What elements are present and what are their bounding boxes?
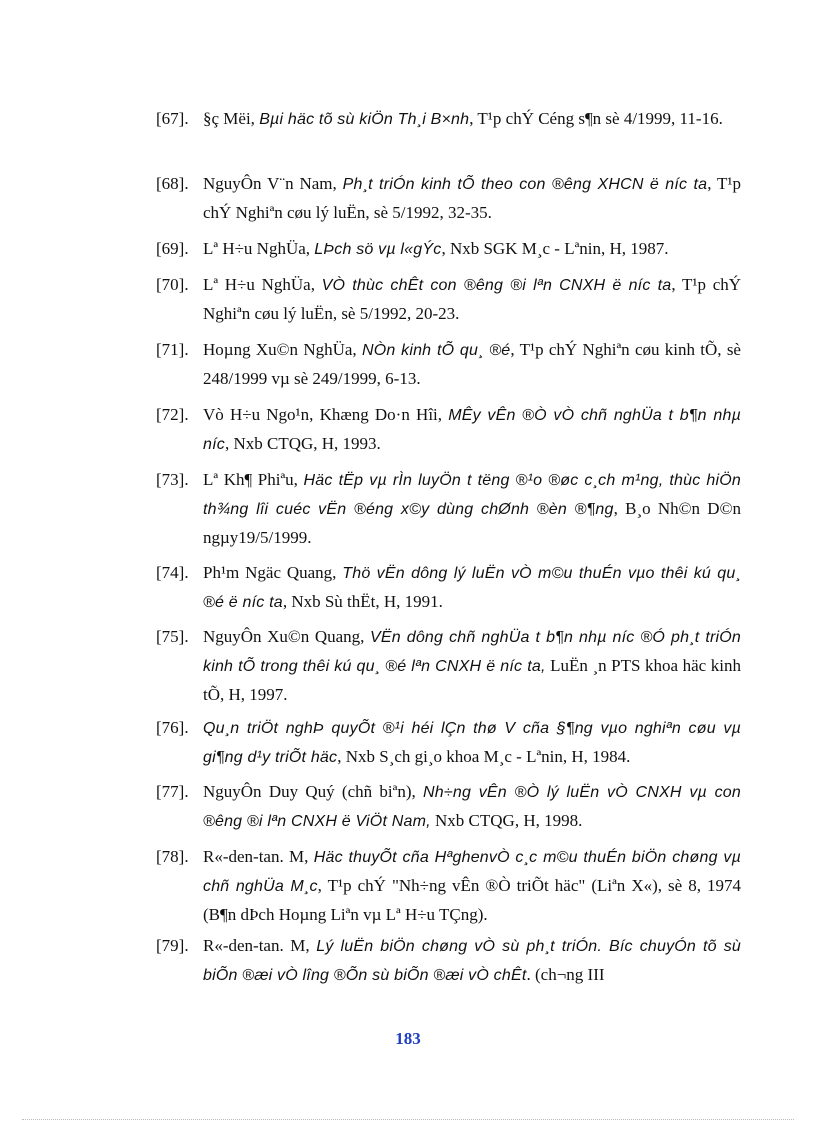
reference-number: [74]. bbox=[156, 563, 189, 582]
reference-text bbox=[203, 843, 741, 929]
reference-text bbox=[203, 401, 741, 459]
reference-title: Lý luËn biÖn chøng vÒ sù ph¸t triÓn. Bíc chuyÓn tõ sù biÕn ®æi vÒ lîng ®Õn sù biÕn ®æi vÒ chÊt bbox=[203, 938, 742, 984]
reference-details: , B¸o Nh©n D©n ngµy19/5/1999. bbox=[203, 499, 741, 547]
reference-details: , Nxb SGK M¸c - Lªnin, H, 1987. bbox=[441, 239, 669, 258]
page-bottom-divider bbox=[22, 1119, 794, 1120]
reference-number: [68]. bbox=[156, 174, 189, 193]
reference-author: Ph¹m Ngäc Quang, bbox=[203, 563, 337, 582]
reference-author: Hoµng Xu©n NghÜa, bbox=[203, 340, 357, 359]
reference-details: , Nxb Sù thËt, H, 1991. bbox=[282, 592, 443, 611]
reference-author: Vò H÷u Ngo¹n, Khæng Do·n Hîi, bbox=[203, 405, 443, 424]
reference-details: , T¹p chÝ Céng s¶n sè 4/1999, 11-16. bbox=[469, 109, 723, 128]
reference-details: , T¹p chÝ Nghiªn cøu kinh tÕ, sè 248/1999 vµ sè 249/1999, 6-13. bbox=[203, 340, 741, 388]
reference-title: Nh÷ng vÊn ®Ò lý luËn vÒ CNXH vµ con ®êng ®i lªn CNXH ë ViÖt Nam, bbox=[203, 784, 742, 830]
reference-title: VËn dông chñ nghÜa t b¶n nhµ níc ®Ó ph¸t triÓn kinh tÕ trong thêi kú qu¸ ®é lªn CNXH ë níc ta, bbox=[203, 629, 741, 675]
reference-title: Bµi häc tõ sù kiÖn Th¸i B×nh bbox=[259, 111, 470, 128]
reference-title: NÒn kinh tÕ qu¸ ®é bbox=[361, 342, 511, 359]
reference-author: Lª H÷u NghÜa, bbox=[203, 239, 311, 258]
reference-number: [79]. bbox=[156, 936, 189, 955]
reference-text bbox=[203, 778, 741, 836]
reference-author: R«-den-tan. M, bbox=[203, 936, 310, 955]
reference-text bbox=[203, 623, 741, 709]
reference-details: LuËn ¸n PTS khoa häc kinh tÕ, H, 1997. bbox=[203, 656, 741, 704]
reference-details: . (ch¬ng III bbox=[526, 965, 605, 984]
reference-text bbox=[203, 932, 741, 990]
reference-details: , T¹p chÝ Nghiªn cøu lý luËn, sè 5/1992, 20-23. bbox=[203, 275, 742, 323]
reference-author: NguyÔn Duy Quý (chñ biªn), bbox=[203, 782, 416, 801]
reference-title: MÊy vÊn ®Ò vÒ chñ nghÜa t b¶n nhµ níc bbox=[203, 407, 741, 453]
reference-author: R«-den-tan. M, bbox=[203, 847, 309, 866]
reference-text bbox=[203, 105, 741, 134]
reference-number: [78]. bbox=[156, 847, 189, 866]
reference-author: Lª H÷u NghÜa, bbox=[203, 275, 315, 294]
reference-title: Qu¸n triÖt nghÞ quyÕt ®¹i héi lÇn thø V cña §¶ng vµo nghiªn cøu vµ gi¶ng d¹y triÕt häc bbox=[203, 720, 741, 766]
reference-title: Thö vËn dông lý luËn vÒ m©u thuÉn vµo thêi kú qu¸ ®é ë níc ta bbox=[203, 565, 741, 611]
reference-details: , T¹p chÝ "Nh÷ng vÊn ®Ò triÕt häc" (Liªn X«), sè 8, 1974 (B¶n dÞch Hoµng Liªn vµ Lª H÷u TÇng). bbox=[203, 876, 741, 924]
reference-details: , Nxb S¸ch gi¸o khoa M¸c - Lªnin, H, 1984. bbox=[337, 747, 631, 766]
reference-title: Häc thuyÕt cña HªghenvÒ c¸c m©u thuÉn biÖn chøng vµ chñ nghÜa M¸c bbox=[203, 849, 742, 895]
reference-number: [71]. bbox=[156, 340, 189, 359]
reference-text bbox=[203, 336, 741, 393]
reference-author: Lª Kh¶ Phiªu, bbox=[203, 470, 298, 489]
reference-details: , Nxb CTQG, H, 1993. bbox=[224, 434, 381, 453]
reference-title: Häc tËp vµ rÌn luyÖn t tëng ®¹o ®øc c¸ch m¹ng, thùc hiÖn th¾ng lîi cuéc vËn ®éng x©y dùng chØnh ®èn ®¶ng bbox=[203, 472, 742, 518]
reference-number: [77]. bbox=[156, 782, 189, 801]
reference-number: [72]. bbox=[156, 405, 189, 424]
reference-details: , T¹p chÝ Nghiªn cøu lý luËn, sè 5/1992, 32-35. bbox=[203, 174, 742, 222]
reference-title: Ph¸t triÓn kinh tÕ theo con ®êng XHCN ë níc ta bbox=[342, 176, 708, 193]
reference-number: [69]. bbox=[156, 239, 189, 258]
reference-number: [75]. bbox=[156, 627, 189, 646]
reference-number: [67]. bbox=[156, 109, 189, 128]
reference-number: [76]. bbox=[156, 718, 189, 737]
reference-text bbox=[203, 714, 741, 772]
page-number: 183 bbox=[395, 1029, 421, 1048]
reference-number: [73]. bbox=[156, 470, 189, 489]
reference-author: §ç Mëi, bbox=[203, 109, 255, 128]
reference-text bbox=[203, 235, 741, 264]
reference-text bbox=[203, 170, 741, 227]
reference-text bbox=[203, 466, 741, 552]
reference-author: NguyÔn Xu©n Quang, bbox=[203, 627, 365, 646]
reference-details: Nxb CTQG, H, 1998. bbox=[430, 811, 583, 830]
reference-title: LÞch sö vµ l«gÝc bbox=[314, 241, 442, 258]
reference-title: VÒ thùc chÊt con ®êng ®i lªn CNXH ë níc ta bbox=[321, 277, 672, 294]
reference-text bbox=[203, 271, 741, 328]
reference-text bbox=[203, 559, 741, 617]
reference-author: NguyÔn V¨n Nam, bbox=[203, 174, 337, 193]
reference-number: [70]. bbox=[156, 275, 189, 294]
